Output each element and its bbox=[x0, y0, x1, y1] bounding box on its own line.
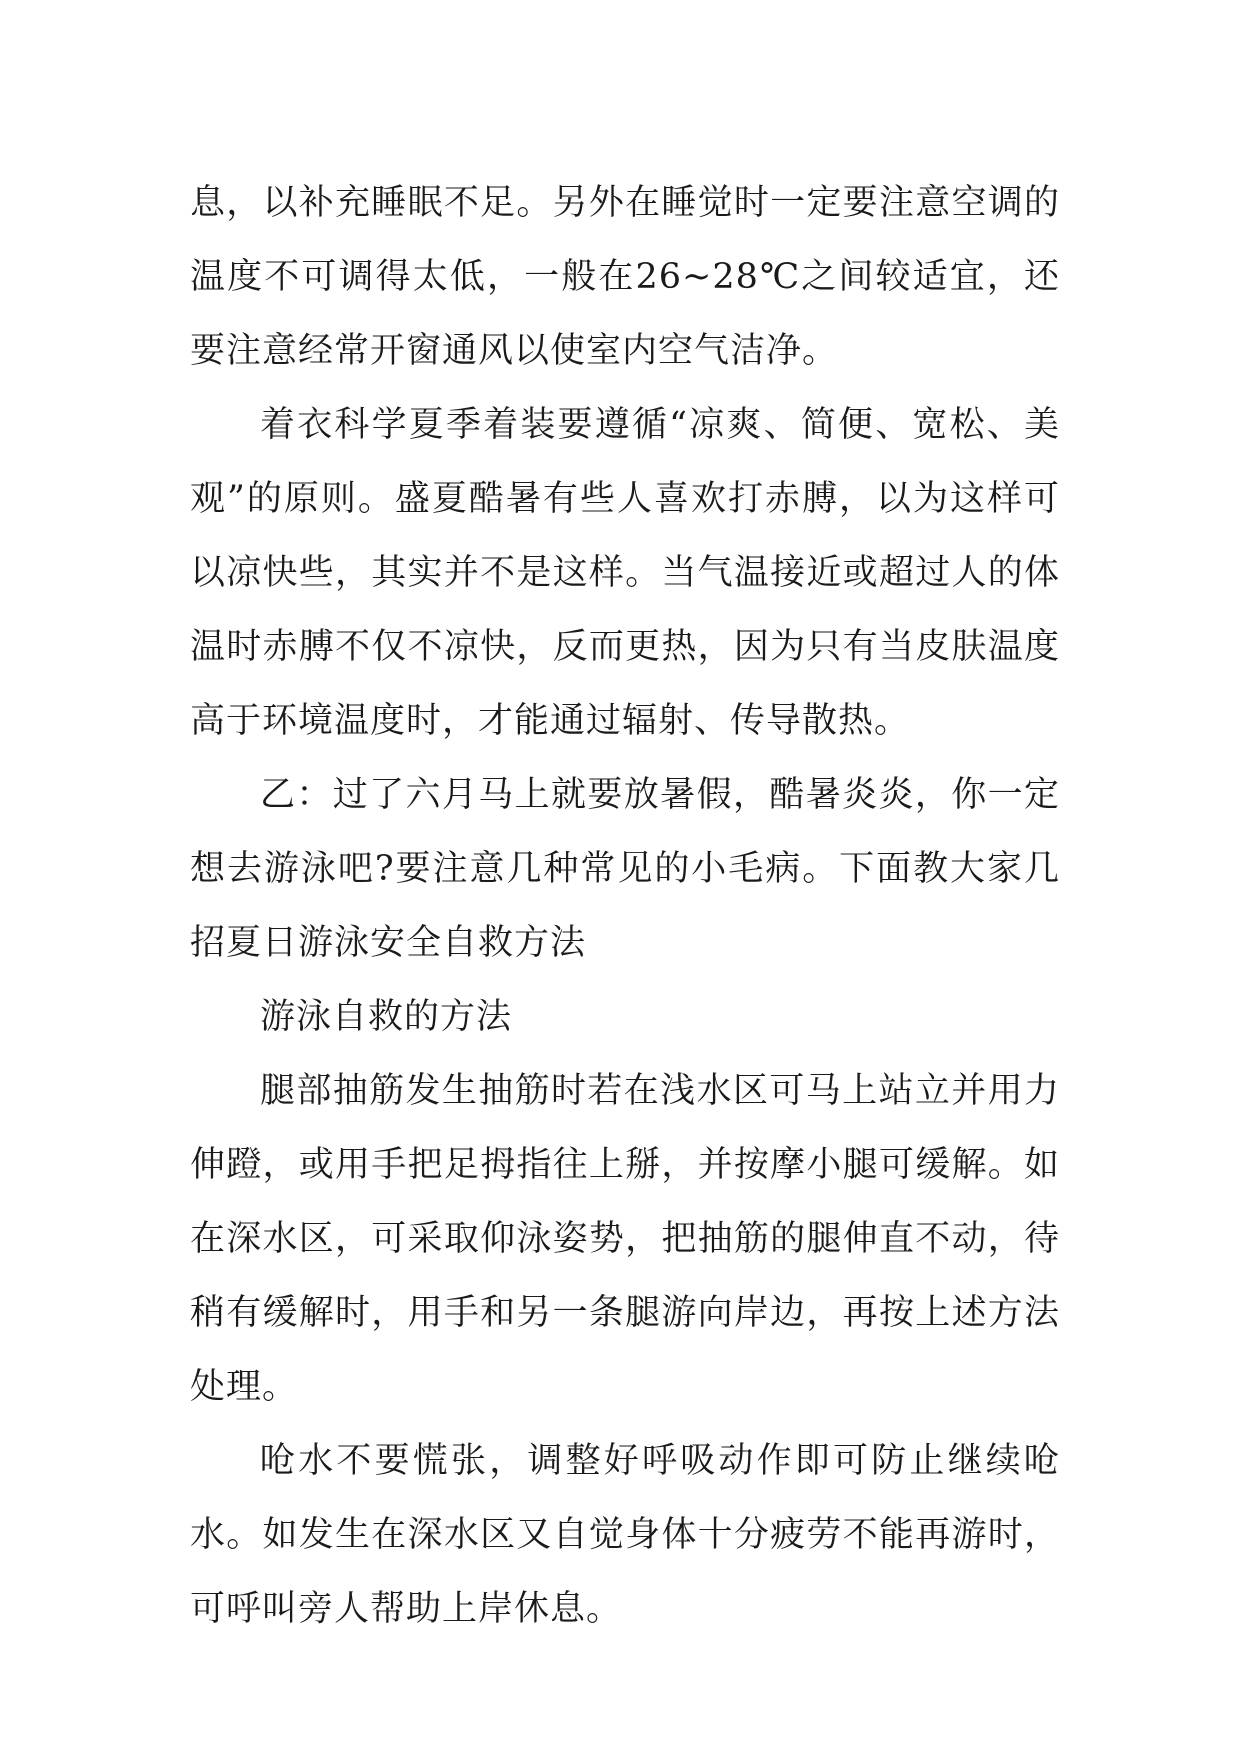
document-body bbox=[190, 166, 1060, 1646]
paragraph-leg-cramp: 腿部抽筋发生抽筋时若在浅水区可马上站立并用力伸蹬，或用手把足拇指往上掰，并按摩小腿可缓解。如在深水区，可采取仰泳姿势，把抽筋的腿伸直不动，待稍有缓解时，用手和另一条腿游向岸边，再按上述方法处理。 bbox=[190, 1071, 1060, 1407]
paragraph-choking-water: 呛水不要慌张，调整好呼吸动作即可防止继续呛水。如发生在深水区又自觉身体十分疲劳不能再游时，可呼叫旁人帮助上岸休息。 bbox=[190, 1441, 1060, 1629]
section-heading-swimming-self-rescue: 游泳自救的方法 bbox=[260, 997, 513, 1037]
paragraph-swimming-intro: 乙：过了六月马上就要放暑假，酷暑炎炎，你一定想去游泳吧?要注意几种常见的小毛病。下面教大家几招夏日游泳安全自救方法 bbox=[190, 775, 1060, 963]
paragraph-sleep-aircon: 息，以补充睡眠不足。另外在睡觉时一定要注意空调的温度不可调得太低，一般在26~28℃之间较适宜，还要注意经常开窗通风以使室内空气洁净。 bbox=[190, 183, 1060, 371]
paragraph-clothing: 着衣科学夏季着装要遵循“凉爽、简便、宽松、美观”的原则。盛夏酷暑有些人喜欢打赤膊，以为这样可以凉快些，其实并不是这样。当气温接近或超过人的体温时赤膊不仅不凉快，反而更热，因为只有当皮肤温度高于环境温度时，才能通过辐射、传导散热。 bbox=[190, 405, 1060, 741]
